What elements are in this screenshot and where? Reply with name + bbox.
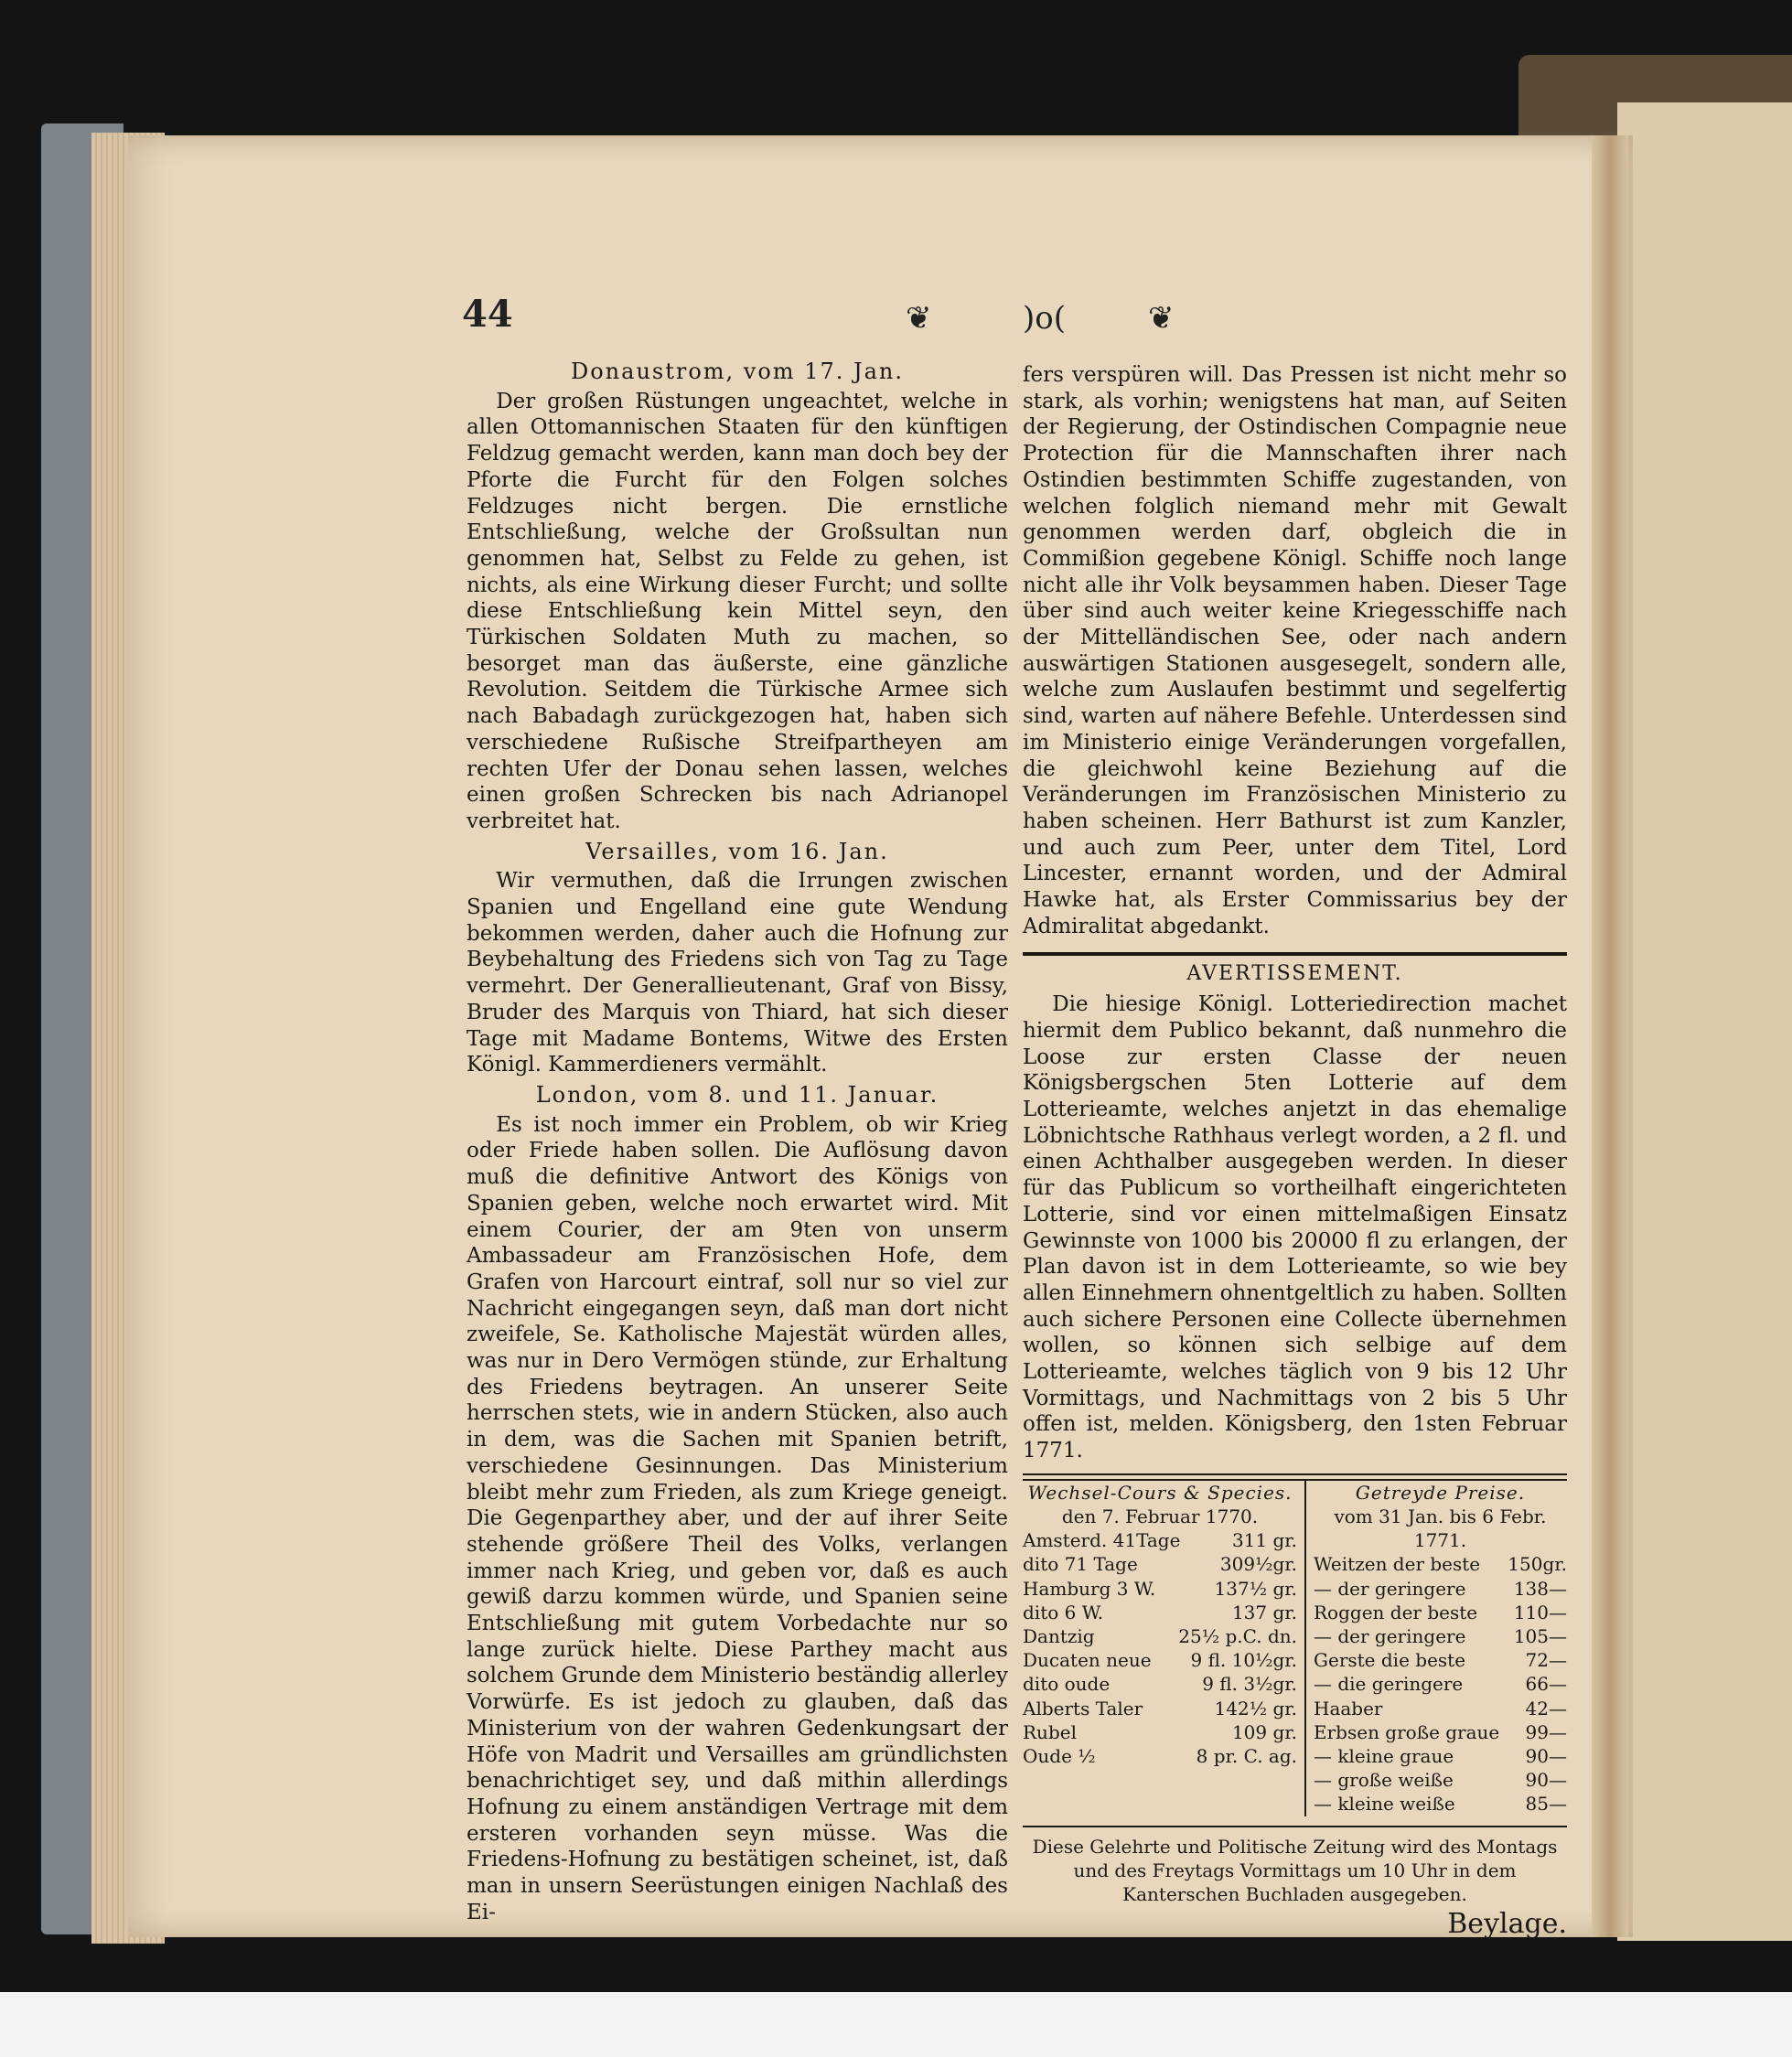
left-column bbox=[467, 355, 1008, 1925]
price-tables bbox=[1023, 1479, 1567, 1816]
row-value: 137 gr. bbox=[1231, 1601, 1297, 1623]
catchword: Beylage. bbox=[1447, 1907, 1567, 1940]
ornament-shell-icon: ❦ bbox=[1148, 300, 1175, 337]
row-value: 90— bbox=[1525, 1745, 1567, 1768]
table-row bbox=[1023, 1648, 1297, 1672]
row-value: 66— bbox=[1525, 1673, 1567, 1696]
table-row bbox=[1023, 1552, 1297, 1576]
table-row bbox=[1314, 1672, 1567, 1696]
table-row bbox=[1023, 1601, 1297, 1624]
exchange-rows bbox=[1023, 1528, 1297, 1768]
grain-table-date: vom 31 Jan. bis 6 Febr. 1771. bbox=[1334, 1505, 1547, 1552]
article-paragraph: Der großen Rüstungen ungeachtet, welche in allen Ottomannischen Staaten für den künftigen Feldzug gemacht werden, kann man doch bey der Pforte die Furcht für den Folgen solches Feldzuges nicht bergen. Die ernstliche Entschließung, welche der Großsultan nun genommen hat, Selbst zu Felde zu gehen, ist nichts, als eine Wirkung dieser Furcht; und sollte diese Entschließung kein Mittel seyn, den Türkischen Soldaten Muth zu machen, so besorget man das äußerste, eine gänzliche Revolution. Seitdem die Türkische Armee sich nach Babadagh zurückgezogen hat, haben sich verschiedene Rußische Streifpartheyen am rechten Ufer der Donau sehen lassen, welches einen großen Schrecken bis nach Adrianopel verbreitet hat. bbox=[467, 389, 1008, 833]
facing-page-edge bbox=[1617, 102, 1792, 1941]
row-value: 85— bbox=[1525, 1793, 1567, 1816]
row-value: 109 gr. bbox=[1231, 1720, 1297, 1743]
grain-table bbox=[1306, 1481, 1567, 1816]
section-heading: London, vom 8. und 11. Januar. bbox=[535, 1081, 939, 1108]
row-value: 311 gr. bbox=[1231, 1529, 1297, 1552]
row-label: Oude ½ bbox=[1023, 1745, 1096, 1768]
table-row bbox=[1314, 1768, 1567, 1792]
page-number: 44 bbox=[462, 293, 513, 336]
row-value: 8 pr. C. ag. bbox=[1196, 1745, 1297, 1768]
row-label: dito 71 Tage bbox=[1023, 1553, 1138, 1576]
ornament-shell-icon: ❦ bbox=[906, 300, 932, 337]
article-paragraph: Wir vermuthen, daß die Irrungen zwischen Spanien und Engelland eine gute Wendung bekommen werden, daher auch die Hofnung zur Beybehaltung des Friedens sich von Tag zu Tage vermehrt. Der Generallieutenant, Graf von Bissy, Bruder des Marquis von Thiard, hat sich dieser Tage mit Madame Bontems, Witwe des Ersten Königl. Kammerdieners vermählt. bbox=[467, 869, 1008, 1077]
row-value: 90— bbox=[1525, 1769, 1567, 1792]
row-label: Rubel bbox=[1023, 1720, 1077, 1743]
section-divider bbox=[1023, 952, 1567, 956]
table-row bbox=[1023, 1624, 1297, 1648]
bottom-margin bbox=[0, 1992, 1792, 2057]
section-heading: Versailles, vom 16. Jan. bbox=[585, 838, 889, 864]
exchange-table bbox=[1023, 1481, 1306, 1816]
publication-note: Diese Gelehrte und Politische Zeitung wird des Montags und des Freytags Vormittags um 10 Uhr in dem Kanterschen Buchladen ausgegeben. bbox=[1032, 1835, 1558, 1905]
row-label: — der geringere bbox=[1314, 1625, 1466, 1648]
row-value: 138— bbox=[1513, 1577, 1567, 1600]
row-value: 309½gr. bbox=[1219, 1553, 1297, 1576]
article-paragraph: Es ist noch immer ein Problem, ob wir Krieg oder Friede haben sollen. Die Auflösung davon muß die definitive Antwort des Königs von Spanien geben, welche noch erwartet wird. Mit einem Courier, der am 9ten von unserm Ambassadeur am Französischen Hofe, dem Grafen von Harcourt eintraf, soll nur so viel zur Nachricht eingegangen seyn, daß man dort nicht zweifele, Se. Katholische Majestät würden alles, was nur in Dero Vermögen stünde, zur Erhaltung des Friedens beytragen. An unserer Seite herrschen stets, wie in andern Stücken, also auch in dem, was die Sachen mit Spanien betrift, verschiedene Gesinnungen. Das Ministerium bleibt mehr zum Frieden, als zum Kriege geneigt. Die Gegenparthey aber, und der auf ihrer Seite stehende größere Theil des Volks, verlangen immer nach Krieg, und geben vor, daß es auch gewiß darzu kommen würde, und Spanien seine Entschließung mit gutem Vorbedachte nur so lange zurück hielte. Diese Parthey macht aus solchem Grunde dem Ministerio beständig allerley Vorwürfe. Es ist jedoch zu glauben, daß das Ministerium von der wahren Gedenkungsart der Höfe von Madrit und Versailles am gründlichsten benachrichtiget sey, und daß mithin allerdings Hofnung zu einem anständigen Vertrage mit dem ersteren vorhanden seyn müsse. Was die Friedens-Hofnung zu bestätigen scheinet, ist, daß man in unsern Seerüstungen einigen Nachlaß des Ei- bbox=[467, 1112, 1008, 1924]
binding-gutter bbox=[1592, 135, 1628, 1937]
table-row bbox=[1023, 1577, 1297, 1601]
row-label: Hamburg 3 W. bbox=[1023, 1577, 1156, 1600]
row-label: — große weiße bbox=[1314, 1769, 1454, 1792]
row-label: Roggen der beste bbox=[1314, 1601, 1478, 1623]
table-row bbox=[1314, 1697, 1567, 1720]
table-divider bbox=[1023, 1473, 1567, 1475]
right-column bbox=[1023, 362, 1567, 1940]
row-label: Amsterd. 41Tage bbox=[1023, 1529, 1181, 1552]
row-value: 9 fl. 10½gr. bbox=[1190, 1649, 1297, 1672]
table-row bbox=[1314, 1577, 1567, 1601]
row-value: 142½ gr. bbox=[1214, 1697, 1297, 1720]
article-continuation: fers verspüren will. Das Pressen ist nicht mehr so stark, als vorhin; wenigstens hat man, auf Seiten der Regierung, der Ostindischen Compagnie neue Protection für die Mannschaften ihrer nach Ostindien bestimmten Schiffe zugestanden, von welchen folglich niemand mehr mit Gewalt genommen werden darf, obgleich die in Commißion gegebene Königl. Schiffe noch lange nicht alle ihr Volk beysammen haben. Dieser Tage über sind auch weiter keine Kriegesschiffe nach der Mittelländischen See, oder nach andern auswärtigen Stationen ausgesegelt, sondern alle, welche zum Auslaufen bestimmt und segelfertig sind, warten auf nähere Befehle. Unterdessen sind im Ministerio einige Veränderungen vorgefallen, die gleichwohl keine Beziehung auf die Veränderungen im Französischen Ministerio zu haben scheinen. Herr Bathurst ist zum Kanzler, und auch zum Peer, unter dem Titel, Lord Lincester, ernannt worden, und der Admiral Hawke hat, als Erster Commissarius bey der Admiralitat abgedankt. bbox=[1023, 363, 1567, 938]
row-value: 72— bbox=[1525, 1649, 1567, 1672]
grain-rows bbox=[1314, 1552, 1567, 1816]
row-label: Ducaten neue bbox=[1023, 1649, 1152, 1672]
row-label: Gerste die beste bbox=[1314, 1649, 1466, 1672]
row-label: — der geringere bbox=[1314, 1577, 1466, 1600]
table-row bbox=[1314, 1744, 1567, 1768]
row-value: 25½ p.C. dn. bbox=[1178, 1625, 1297, 1648]
table-row bbox=[1314, 1624, 1567, 1648]
table-row bbox=[1023, 1672, 1297, 1696]
table-row bbox=[1023, 1528, 1297, 1552]
footer-divider bbox=[1023, 1826, 1567, 1827]
row-label: Alberts Taler bbox=[1023, 1697, 1143, 1720]
exchange-table-header: Wechsel-Cours & Species. bbox=[1027, 1481, 1293, 1504]
row-label: — die geringere bbox=[1314, 1673, 1464, 1696]
row-label: dito oude bbox=[1023, 1673, 1111, 1696]
row-value: 105— bbox=[1513, 1625, 1567, 1648]
table-row bbox=[1314, 1601, 1567, 1624]
table-row bbox=[1023, 1720, 1297, 1744]
advertisement-text: Die hiesige Königl. Lotteriedirection machet hiermit dem Publico bekannt, daß nunmehro die Loose zur ersten Classe der neuen Königsbergschen 5ten Lotterie auf dem Lotterieamte, welches anjetzt in das ehemalige Löbnichtsche Rathhaus verlegt worden, a 2 fl. und einen Achthalber ausgegeben werden. In dieser für das Publicum so vortheilhaft eingerichteten Lotterie, sind vor einen mittelmaßigen Einsatz Gewinnste von 1000 bis 20000 fl zu erlangen, der Plan davon ist in dem Lotterieamte, so wie bey allen Einnehmern ohnentgeltlich zu haben. Sollten auch sichere Personen eine Collecte übernehmen wollen, so können sich selbige auf dem Lotterieamte, welches täglich von 9 bis 12 Uhr Vormittags, und Nachmittags von 2 bis 5 Uhr offen ist, melden. Königsberg, den 1sten Februar 1771. bbox=[1023, 992, 1567, 1463]
row-label: Haaber bbox=[1314, 1697, 1383, 1720]
row-value: 150gr. bbox=[1508, 1553, 1567, 1576]
row-value: 110— bbox=[1513, 1601, 1567, 1623]
table-row bbox=[1314, 1648, 1567, 1672]
row-value: 137½ gr. bbox=[1214, 1577, 1297, 1600]
row-value: 9 fl. 3½gr. bbox=[1202, 1673, 1297, 1696]
table-row bbox=[1023, 1697, 1297, 1720]
row-label: Weitzen der beste bbox=[1314, 1553, 1481, 1576]
row-label: Erbsen große graue bbox=[1314, 1720, 1500, 1743]
exchange-table-date: den 7. Februar 1770. bbox=[1061, 1505, 1259, 1528]
table-row bbox=[1314, 1720, 1567, 1744]
table-row bbox=[1314, 1552, 1567, 1576]
ornament-center-icon: )o( bbox=[1023, 300, 1066, 337]
grain-table-header: Getreyde Preise. bbox=[1355, 1481, 1526, 1504]
table-row bbox=[1314, 1792, 1567, 1816]
row-label: — kleine weiße bbox=[1314, 1793, 1455, 1816]
table-row bbox=[1023, 1744, 1297, 1768]
row-label: Dantzig bbox=[1023, 1625, 1095, 1648]
section-heading: Donaustrom, vom 17. Jan. bbox=[570, 359, 905, 384]
row-label: — kleine graue bbox=[1314, 1745, 1454, 1768]
advertisement-title: AVERTISSEMENT. bbox=[1186, 962, 1403, 986]
row-value: 42— bbox=[1525, 1697, 1567, 1720]
row-value: 99— bbox=[1525, 1720, 1567, 1743]
row-label: dito 6 W. bbox=[1023, 1601, 1104, 1623]
